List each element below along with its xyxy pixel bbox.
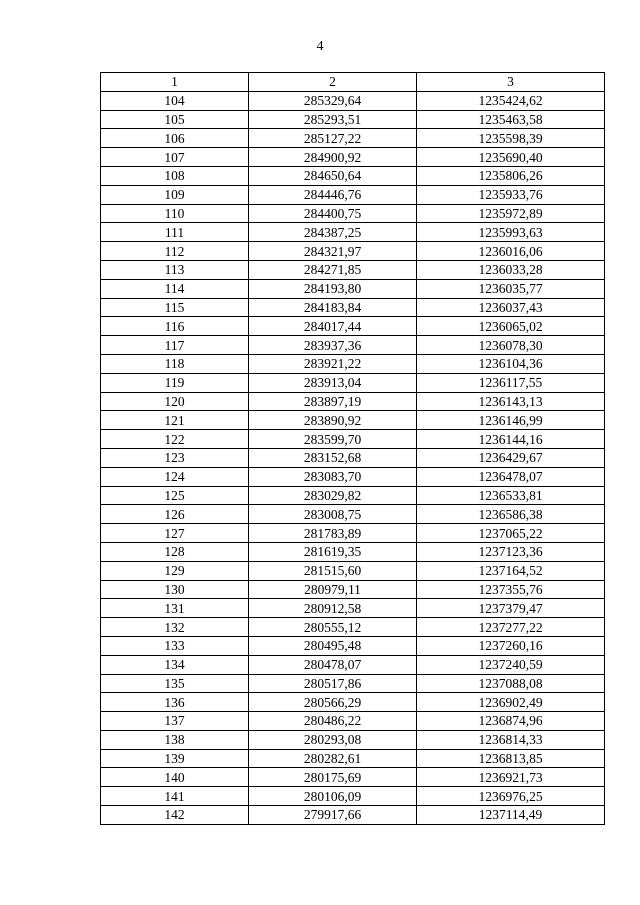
header-col-1: 1: [101, 73, 249, 92]
y-coordinate-cell: 1236874,96: [417, 712, 605, 731]
x-coordinate-cell: 284017,44: [249, 317, 417, 336]
table-row: [101, 298, 605, 317]
table-row: [101, 599, 605, 618]
table-row: [101, 505, 605, 524]
y-coordinate-cell: 1236146,99: [417, 411, 605, 430]
y-coordinate-cell: 1236033,28: [417, 260, 605, 279]
table-body: [101, 91, 605, 824]
x-coordinate-cell: 280555,12: [249, 618, 417, 637]
y-coordinate-cell: 1236586,38: [417, 505, 605, 524]
table-row: [101, 392, 605, 411]
point-number-cell: 127: [101, 524, 249, 543]
table-row: [101, 787, 605, 806]
point-number-cell: 112: [101, 242, 249, 261]
point-number-cell: 116: [101, 317, 249, 336]
x-coordinate-cell: 283897,19: [249, 392, 417, 411]
x-coordinate-cell: 284183,84: [249, 298, 417, 317]
point-number-cell: 124: [101, 467, 249, 486]
point-number-cell: 136: [101, 693, 249, 712]
y-coordinate-cell: 1236016,06: [417, 242, 605, 261]
point-number-cell: 121: [101, 411, 249, 430]
y-coordinate-cell: 1236078,30: [417, 336, 605, 355]
x-coordinate-cell: 283152,68: [249, 448, 417, 467]
point-number-cell: 142: [101, 806, 249, 825]
x-coordinate-cell: 283921,22: [249, 354, 417, 373]
table-row: [101, 91, 605, 110]
point-number-cell: 135: [101, 674, 249, 693]
x-coordinate-cell: 280566,29: [249, 693, 417, 712]
x-coordinate-cell: 280175,69: [249, 768, 417, 787]
y-coordinate-cell: 1236976,25: [417, 787, 605, 806]
point-number-cell: 128: [101, 542, 249, 561]
point-number-cell: 106: [101, 129, 249, 148]
y-coordinate-cell: 1236921,73: [417, 768, 605, 787]
x-coordinate-cell: 284321,97: [249, 242, 417, 261]
point-number-cell: 123: [101, 448, 249, 467]
x-coordinate-cell: 283008,75: [249, 505, 417, 524]
x-coordinate-cell: 284900,92: [249, 148, 417, 167]
table-row: [101, 486, 605, 505]
x-coordinate-cell: 279917,66: [249, 806, 417, 825]
point-number-cell: 108: [101, 166, 249, 185]
y-coordinate-cell: 1236533,81: [417, 486, 605, 505]
y-coordinate-cell: 1236814,33: [417, 730, 605, 749]
y-coordinate-cell: 1237355,76: [417, 580, 605, 599]
table-row: [101, 204, 605, 223]
header-col-3: 3: [417, 73, 605, 92]
y-coordinate-cell: 1237065,22: [417, 524, 605, 543]
x-coordinate-cell: 283083,70: [249, 467, 417, 486]
point-number-cell: 140: [101, 768, 249, 787]
point-number-cell: 117: [101, 336, 249, 355]
table-row: [101, 166, 605, 185]
y-coordinate-cell: 1237088,08: [417, 674, 605, 693]
table-row: [101, 336, 605, 355]
x-coordinate-cell: 285127,22: [249, 129, 417, 148]
table-row: [101, 448, 605, 467]
x-coordinate-cell: 284387,25: [249, 223, 417, 242]
x-coordinate-cell: 283029,82: [249, 486, 417, 505]
y-coordinate-cell: 1236065,02: [417, 317, 605, 336]
table-row: [101, 749, 605, 768]
y-coordinate-cell: 1236035,77: [417, 279, 605, 298]
y-coordinate-cell: 1236143,13: [417, 392, 605, 411]
table-row: [101, 223, 605, 242]
point-number-cell: 122: [101, 430, 249, 449]
point-number-cell: 114: [101, 279, 249, 298]
point-number-cell: 141: [101, 787, 249, 806]
point-number-cell: 132: [101, 618, 249, 637]
x-coordinate-cell: 280517,86: [249, 674, 417, 693]
point-number-cell: 120: [101, 392, 249, 411]
point-number-cell: 131: [101, 599, 249, 618]
table-row: [101, 768, 605, 787]
table-row: [101, 242, 605, 261]
table-row: [101, 655, 605, 674]
point-number-cell: 137: [101, 712, 249, 731]
table-row: [101, 129, 605, 148]
x-coordinate-cell: 284446,76: [249, 185, 417, 204]
point-number-cell: 107: [101, 148, 249, 167]
x-coordinate-cell: 280979,11: [249, 580, 417, 599]
point-number-cell: 134: [101, 655, 249, 674]
point-number-cell: 138: [101, 730, 249, 749]
point-number-cell: 113: [101, 260, 249, 279]
y-coordinate-cell: 1235463,58: [417, 110, 605, 129]
y-coordinate-cell: 1236104,36: [417, 354, 605, 373]
point-number-cell: 105: [101, 110, 249, 129]
point-number-cell: 139: [101, 749, 249, 768]
x-coordinate-cell: 284193,80: [249, 279, 417, 298]
x-coordinate-cell: 283913,04: [249, 373, 417, 392]
y-coordinate-cell: 1237114,49: [417, 806, 605, 825]
y-coordinate-cell: 1236117,55: [417, 373, 605, 392]
point-number-cell: 111: [101, 223, 249, 242]
y-coordinate-cell: 1236037,43: [417, 298, 605, 317]
table-row: [101, 430, 605, 449]
y-coordinate-cell: 1236813,85: [417, 749, 605, 768]
table-row: [101, 354, 605, 373]
point-number-cell: 125: [101, 486, 249, 505]
table-row: [101, 373, 605, 392]
x-coordinate-cell: 283599,70: [249, 430, 417, 449]
y-coordinate-cell: 1237123,36: [417, 542, 605, 561]
point-number-cell: 115: [101, 298, 249, 317]
y-coordinate-cell: 1235690,40: [417, 148, 605, 167]
table-row: [101, 279, 605, 298]
y-coordinate-cell: 1235933,76: [417, 185, 605, 204]
point-number-cell: 110: [101, 204, 249, 223]
point-number-cell: 126: [101, 505, 249, 524]
table-row: [101, 730, 605, 749]
x-coordinate-cell: 284271,85: [249, 260, 417, 279]
table-row: [101, 542, 605, 561]
coordinates-table: [100, 72, 605, 825]
y-coordinate-cell: 1236902,49: [417, 693, 605, 712]
y-coordinate-cell: 1237260,16: [417, 636, 605, 655]
table-row: [101, 411, 605, 430]
table-row: [101, 260, 605, 279]
point-number-cell: 118: [101, 354, 249, 373]
y-coordinate-cell: 1235972,89: [417, 204, 605, 223]
point-number-cell: 119: [101, 373, 249, 392]
table-row: [101, 636, 605, 655]
x-coordinate-cell: 280478,07: [249, 655, 417, 674]
x-coordinate-cell: 284650,64: [249, 166, 417, 185]
table-row: [101, 693, 605, 712]
point-number-cell: 133: [101, 636, 249, 655]
table-row: [101, 148, 605, 167]
y-coordinate-cell: 1236429,67: [417, 448, 605, 467]
x-coordinate-cell: 280486,22: [249, 712, 417, 731]
table-row: [101, 110, 605, 129]
y-coordinate-cell: 1237379,47: [417, 599, 605, 618]
point-number-cell: 109: [101, 185, 249, 204]
point-number-cell: 130: [101, 580, 249, 599]
table-row: [101, 712, 605, 731]
x-coordinate-cell: 280293,08: [249, 730, 417, 749]
table-row: [101, 674, 605, 693]
table-row: [101, 580, 605, 599]
y-coordinate-cell: 1235424,62: [417, 91, 605, 110]
header-col-2: 2: [249, 73, 417, 92]
table-row: [101, 561, 605, 580]
table-header: [101, 73, 605, 92]
x-coordinate-cell: 283937,36: [249, 336, 417, 355]
x-coordinate-cell: 280495,48: [249, 636, 417, 655]
x-coordinate-cell: 281783,89: [249, 524, 417, 543]
y-coordinate-cell: 1237164,52: [417, 561, 605, 580]
y-coordinate-cell: 1235806,26: [417, 166, 605, 185]
x-coordinate-cell: 281515,60: [249, 561, 417, 580]
x-coordinate-cell: 281619,35: [249, 542, 417, 561]
x-coordinate-cell: 283890,92: [249, 411, 417, 430]
y-coordinate-cell: 1236144,16: [417, 430, 605, 449]
x-coordinate-cell: 280912,58: [249, 599, 417, 618]
x-coordinate-cell: 280106,09: [249, 787, 417, 806]
table-row: [101, 317, 605, 336]
page-number: 4: [316, 39, 324, 54]
point-number-cell: 104: [101, 91, 249, 110]
table-row: [101, 524, 605, 543]
y-coordinate-cell: 1237277,22: [417, 618, 605, 637]
y-coordinate-cell: 1235598,39: [417, 129, 605, 148]
table-row: [101, 806, 605, 825]
table-row: [101, 467, 605, 486]
x-coordinate-cell: 285329,64: [249, 91, 417, 110]
y-coordinate-cell: 1237240,59: [417, 655, 605, 674]
table-row: [101, 185, 605, 204]
y-coordinate-cell: 1236478,07: [417, 467, 605, 486]
table-row: [101, 618, 605, 637]
x-coordinate-cell: 280282,61: [249, 749, 417, 768]
header-row: [101, 73, 605, 92]
y-coordinate-cell: 1235993,63: [417, 223, 605, 242]
point-number-cell: 129: [101, 561, 249, 580]
x-coordinate-cell: 284400,75: [249, 204, 417, 223]
x-coordinate-cell: 285293,51: [249, 110, 417, 129]
